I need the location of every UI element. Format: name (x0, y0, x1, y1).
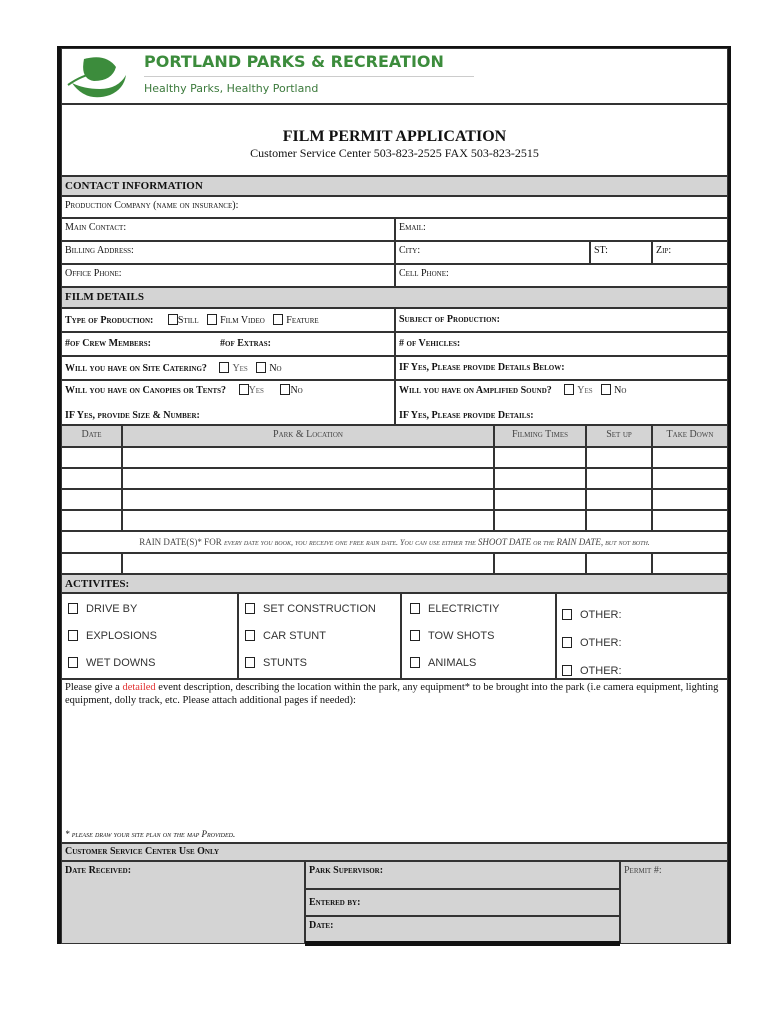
size-field[interactable]: IF Yes, provide Size & Number: (65, 410, 200, 421)
permit-number-field[interactable]: Permit #: (620, 861, 728, 944)
type-label: Type of Production: (65, 315, 154, 326)
feature-label: Feature (286, 315, 319, 326)
activity-item[interactable] (68, 630, 157, 642)
schedule-cell[interactable] (494, 489, 586, 510)
entered-by-field[interactable]: Entered by: (305, 889, 620, 916)
city-field[interactable]: City: (395, 241, 590, 264)
col-filming-times: Filming Times (494, 425, 586, 447)
schedule-cell[interactable] (586, 489, 652, 510)
rain-date-cell[interactable] (586, 553, 652, 574)
org-name: PORTLAND PARKS & RECREATION (144, 52, 444, 71)
schedule-cell[interactable] (61, 447, 122, 468)
activity-label: ANIMALS (428, 657, 477, 669)
production-company-field[interactable]: Production Company (name on insurance): (61, 196, 728, 218)
rain-date-cell[interactable] (61, 553, 122, 574)
event-description-field[interactable] (61, 679, 728, 843)
email-field[interactable]: Email: (395, 218, 728, 241)
activity-checkbox[interactable] (245, 603, 255, 614)
sound-yes-label: Yes (577, 385, 593, 396)
rain-note-d: or the (531, 538, 557, 547)
description-text-a: Please give a (65, 682, 123, 693)
film-video-checkbox[interactable] (207, 314, 217, 325)
activity-label: ELECTRICTIY (428, 603, 500, 615)
activity-label: DRIVE BY (86, 603, 138, 615)
activity-checkbox[interactable] (68, 603, 78, 614)
still-checkbox[interactable] (168, 314, 178, 325)
parks-logo-icon (66, 55, 130, 101)
rain-note-e: RAIN DATE, (556, 537, 604, 547)
activity-checkbox[interactable] (68, 657, 78, 668)
zip-field[interactable]: Zip: (652, 241, 728, 264)
film-details-header: FILM DETAILS (61, 287, 728, 308)
schedule-cell[interactable] (586, 510, 652, 531)
main-contact-field[interactable]: Main Contact: (61, 218, 395, 241)
activity-label: OTHER: (580, 665, 622, 677)
office-use-header: Customer Service Center Use Only (61, 843, 728, 861)
activity-item[interactable] (245, 603, 376, 615)
schedule-cell[interactable] (652, 510, 728, 531)
activity-checkbox[interactable] (410, 603, 420, 614)
activity-item[interactable] (562, 637, 622, 649)
schedule-cell[interactable] (652, 468, 728, 489)
canopies-no-label: No (290, 385, 303, 396)
park-supervisor-field[interactable]: Park Supervisor: (305, 861, 620, 889)
activity-label: EXPLOSIONS (86, 630, 157, 642)
col-park-location: Park & Location (122, 425, 494, 447)
canopies-question: Will you have on Canopies or Tents? (65, 385, 227, 396)
bottom-rule (305, 941, 620, 946)
activity-label: OTHER: (580, 609, 622, 621)
activity-checkbox[interactable] (410, 657, 420, 668)
office-date-field[interactable]: Date: (305, 916, 620, 944)
rain-note-f: but not both. (603, 538, 650, 547)
crew-row (61, 332, 395, 356)
state-field[interactable]: ST: (590, 241, 652, 264)
schedule-cell[interactable] (61, 510, 122, 531)
canopies-row (61, 380, 395, 425)
schedule-cell[interactable] (61, 489, 122, 510)
logo-band (61, 48, 728, 104)
schedule-cell[interactable] (122, 447, 494, 468)
tagline: Healthy Parks, Healthy Portland (144, 82, 319, 95)
activity-label: STUNTS (263, 657, 307, 669)
vehicles-field[interactable]: # of Vehicles: (395, 332, 728, 356)
activity-label: TOW SHOTS (428, 630, 495, 642)
canopies-no-checkbox[interactable] (280, 384, 290, 395)
activity-checkbox[interactable] (410, 630, 420, 641)
schedule-cell[interactable] (494, 468, 586, 489)
schedule-cell[interactable] (494, 510, 586, 531)
activity-label: CAR STUNT (263, 630, 326, 642)
col-take-down: Take Down (652, 425, 728, 447)
activity-item[interactable] (245, 657, 307, 669)
crew-field[interactable]: #of Crew Members: (65, 338, 151, 349)
catering-yes-label: Yes (232, 363, 248, 374)
schedule-cell[interactable] (122, 510, 494, 531)
activity-item[interactable] (410, 603, 500, 615)
rain-date-cell[interactable] (494, 553, 586, 574)
sound-no-checkbox[interactable] (601, 384, 611, 395)
contact-header: CONTACT INFORMATION (61, 176, 728, 196)
activities-header: ACTIVITES: (61, 574, 728, 593)
canopies-yes-checkbox[interactable] (239, 384, 249, 395)
activity-checkbox[interactable] (562, 609, 572, 620)
catering-no-label: No (269, 363, 282, 374)
contact-numbers: Customer Service Center 503-823-2525 FAX 503-823-2515 (250, 146, 539, 160)
rain-note-a: RAIN DATE(S)* FOR (139, 537, 224, 547)
rain-note-c: SHOOT DATE (477, 537, 532, 547)
activity-item[interactable] (562, 665, 622, 677)
catering-row (61, 356, 395, 380)
rain-date-cell[interactable] (122, 553, 494, 574)
sound-yes-checkbox[interactable] (564, 384, 574, 395)
schedule-cell[interactable] (586, 447, 652, 468)
activity-checkbox[interactable] (68, 630, 78, 641)
film-video-label: Film Video (220, 315, 265, 326)
catering-question: Will you have on Site Catering? (65, 363, 207, 374)
rain-date-note (61, 531, 728, 553)
date-received-field[interactable]: Date Received: (61, 861, 305, 944)
rain-date-cell[interactable] (652, 553, 728, 574)
activity-checkbox[interactable] (562, 665, 572, 676)
activity-label: WET DOWNS (86, 657, 156, 669)
activity-item[interactable] (410, 630, 494, 642)
activity-checkbox[interactable] (245, 630, 255, 641)
schedule-cell[interactable] (494, 447, 586, 468)
schedule-cell[interactable] (122, 468, 494, 489)
sound-row (395, 380, 728, 425)
rain-note-b: every date you book, you receive one free rain date. You can use either the (223, 538, 478, 547)
sound-no-label: No (614, 385, 627, 396)
extras-field[interactable]: #of Extras: (220, 338, 271, 349)
title-block (61, 104, 728, 176)
page-title: FILM PERMIT APPLICATION (282, 128, 507, 145)
description-text-b: event description, describing the location within the park, any equipment* to be brought into the park (i.e camera equipment, lighting equipment, dolly track, etc. Please attach additional pages if needed): (65, 682, 719, 706)
sound-details-field[interactable]: IF Yes, Please provide Details: (399, 410, 534, 421)
activity-label: SET CONSTRUCTION (263, 603, 376, 615)
canopies-yes-label: Yes (248, 385, 264, 396)
office-phone-field[interactable]: Office Phone: (61, 264, 395, 287)
col-set-up: Set up (586, 425, 652, 447)
activity-item[interactable] (410, 657, 476, 669)
site-plan-footnote: * please draw your site plan on the map Provided. (65, 829, 236, 839)
activity-checkbox[interactable] (562, 637, 572, 648)
activity-item[interactable] (562, 609, 622, 621)
cell-phone-field[interactable]: Cell Phone: (395, 264, 728, 287)
schedule-cell[interactable] (652, 447, 728, 468)
activity-label: OTHER: (580, 637, 622, 649)
col-date: Date (61, 425, 122, 447)
catering-details-field[interactable]: IF Yes, Please provide Details Below: (395, 356, 728, 380)
schedule-cell[interactable] (586, 468, 652, 489)
feature-checkbox[interactable] (273, 314, 283, 325)
activity-item[interactable] (68, 603, 137, 615)
activity-item[interactable] (68, 657, 155, 669)
billing-address-field[interactable]: Billing Address: (61, 241, 395, 264)
schedule-cell[interactable] (652, 489, 728, 510)
still-label: Still (177, 315, 199, 326)
catering-no-checkbox[interactable] (256, 362, 266, 373)
type-of-production-row (61, 308, 395, 332)
activity-checkbox[interactable] (245, 657, 255, 668)
schedule-cell[interactable] (122, 489, 494, 510)
schedule-cell[interactable] (61, 468, 122, 489)
catering-yes-checkbox[interactable] (219, 362, 229, 373)
subject-field[interactable]: Subject of Production: (395, 308, 728, 332)
activity-item[interactable] (245, 630, 326, 642)
sound-question: Will you have on Amplified Sound? (399, 385, 552, 396)
description-highlight: detailed (122, 682, 156, 693)
